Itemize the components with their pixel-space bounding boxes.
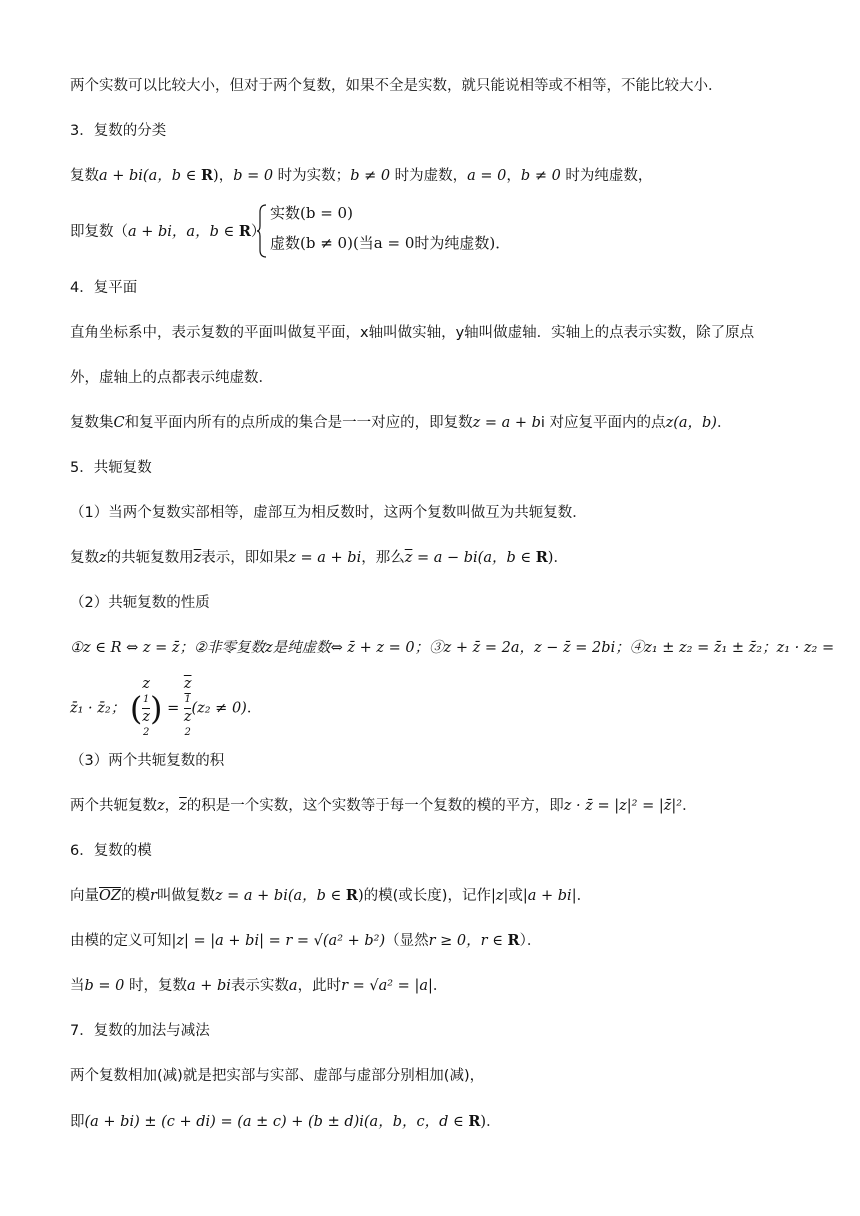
paragraph-add-subtract-formula: 即(a + bi) ± (c + di) = (a ± c) + (b ± d)i(a，b，c，d ∈ R)． xyxy=(70,1113,501,1130)
paragraph-conjugate-properties-title: （2）共轭复数的性质 xyxy=(70,595,210,611)
paragraph-conjugate-notation: 复数z的共轭复数用$\overline{z}$表示，即如果z = a + bi，那么$\overline{z} = a - bi(a$，b ∈ R)． xyxy=(70,549,568,566)
paragraph-modulus-real: 当b = 0 时，复数a + bi表示实数a，此时r = √a² = |a|． xyxy=(70,978,448,994)
paragraph-conjugate-def: （1）当两个复数实部相等，虚部互为相反数时，这两个复数叫做互为共轭复数． xyxy=(70,505,587,521)
heading-complex-plane: 4．复平面 xyxy=(70,280,138,296)
paragraph-product-title: （3）两个共轭复数的积 xyxy=(70,753,225,769)
paragraph-properties-2: z̄₁ · z̄₂； ( z 1 z 2 ) = z 1 z 2 (z₂ ≠ 0)． xyxy=(70,676,261,726)
quotient-result: z 1 z 2 xyxy=(184,676,192,741)
paragraph-product: 两个共轭复数z，$\overline{z}$的积是一个实数，这个实数等于每一个复数的模的平方，即z · z̄ = |z|² = |z̄|²． xyxy=(70,798,697,814)
heading-conjugate: 5．共轭复数 xyxy=(70,460,152,476)
heading-modulus: 6．复数的模 xyxy=(70,843,152,859)
brace-lead: 即复数（a + bi，a，b ∈ R） xyxy=(70,223,266,240)
paragraph-add-subtract-def: 两个复数相加(减)就是把实部与实部、虚部与虚部分别相加(减)， xyxy=(70,1068,485,1084)
heading-add-subtract: 7．复数的加法与减法 xyxy=(70,1023,210,1039)
brace-row-imaginary: 虚数(b ≠ 0)(当a = 0时为纯虚数)． xyxy=(270,234,511,252)
heading-classification: 3．复数的分类 xyxy=(70,123,167,139)
paragraph-complex-plane-1: 直角坐标系中，表示复数的平面叫做复平面，x轴叫做实轴，y轴叫做虚轴．实轴上的点表示实数，除了原点 xyxy=(70,325,755,341)
left-brace-icon xyxy=(256,204,268,258)
brace-row-real: 实数(b = 0) xyxy=(270,204,353,222)
paragraph-correspondence: 复数集C和复平面内所有的点所成的集合是一一对应的，即复数z = a + bi 对应复平面内的点z(a，b)． xyxy=(70,415,732,431)
paragraph-classification: 复数a + bi(a，b ∈ R)，b = 0 时为实数；b ≠ 0 时为虚数，a = 0，b ≠ 0 时为纯虚数， xyxy=(70,167,653,184)
paragraph-complex-plane-2: 外，虚轴上的点都表示纯虚数． xyxy=(70,370,273,386)
paragraph-properties-1: ①z ∈ R ⇔ z = z̄；②非零复数z是纯虚数⇔ z̄ + z = 0；③z + z̄ = 2a，z − z̄ = 2bi；④z₁ ± z₂ = z̄₁ ± z̄₂；z₁ · z₂ = xyxy=(70,640,835,656)
quotient-conjugate: ( z 1 z 2 ) xyxy=(130,676,163,741)
paragraph-modulus-formula: 由模的定义可知|z| = |a + bi| = r = √(a² + b²)（显然r ≥ 0，r ∈ R）． xyxy=(70,932,542,949)
paragraph-modulus-def: 向量$\overline{OZ}$的模r叫做复数z = a + bi(a，b ∈ R)的模(或长度)，记作|z|或|a + bi|． xyxy=(70,887,592,904)
paragraph-compare: 两个实数可以比较大小，但对于两个复数，如果不全是实数，就只能说相等或不相等，不能比较大小． xyxy=(70,78,723,94)
